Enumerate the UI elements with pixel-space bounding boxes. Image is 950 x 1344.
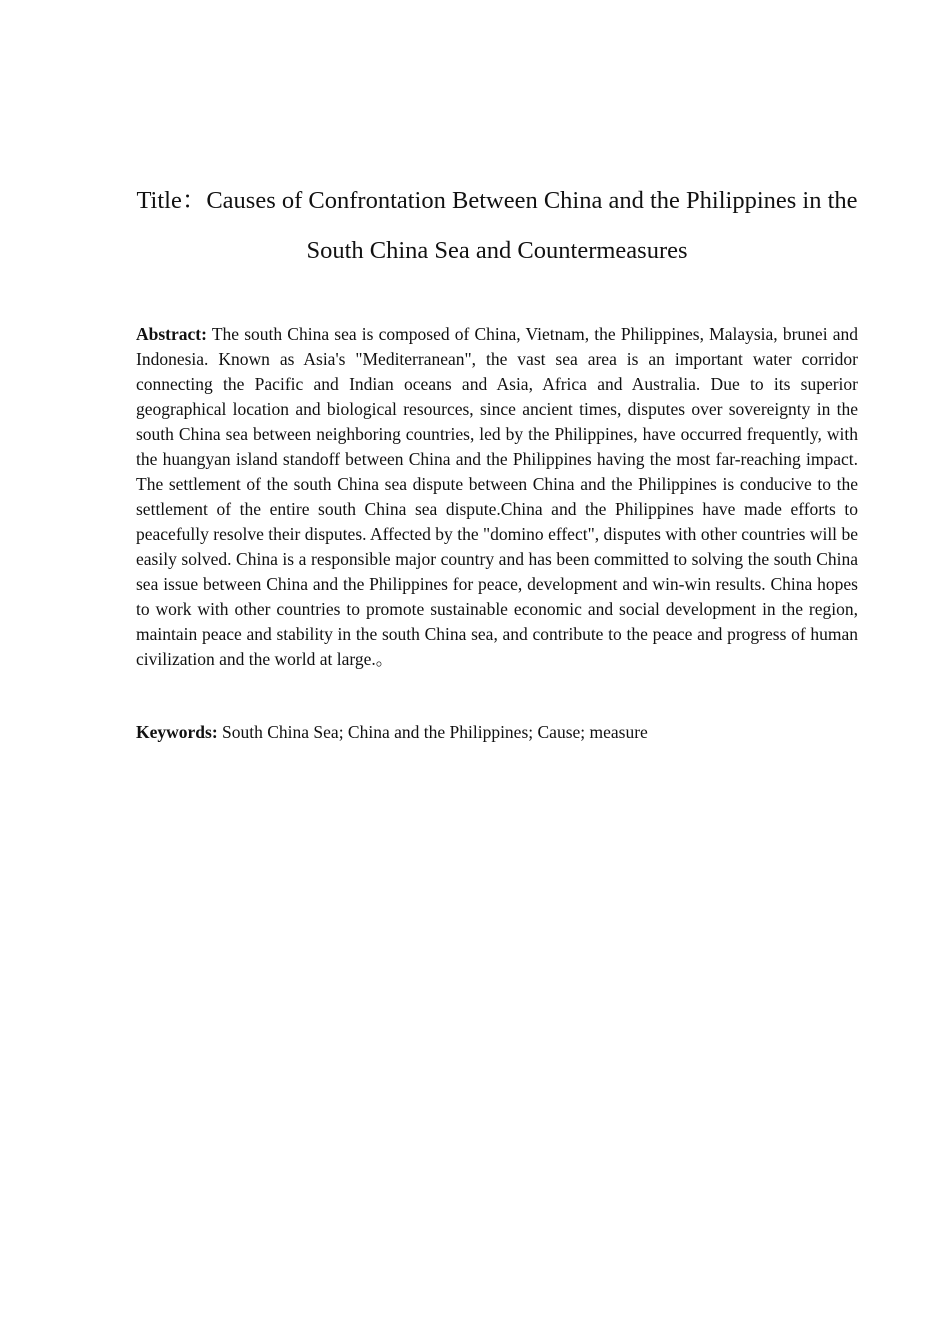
- title-text: Causes of Confrontation Between China and the Philippines in the South China Sea and Countermeasures: [206, 187, 858, 264]
- keywords-text: South China Sea; China and the Philippines; Cause; measure: [222, 722, 648, 742]
- title-prefix: Title：: [136, 187, 207, 214]
- abstract-text: The south China sea is composed of China, Vietnam, the Philippines, Malaysia, brunei and Indonesia. Known as Asia's "Mediterranean", the vast sea area is an important water corridor connecting the Pacific and Indian oceans and Asia, Africa and Australia. Due to its superior geographical location and biological resources, since ancient times, disputes over sovereignty in the south China sea between neighboring countries, led by the Philippines, have occurred frequently, with the huangyan island standoff between China and the Philippines having the most far-reaching impact. The settlement of the south China sea dispute between China and the Philippines is conducive to the settlement of the entire south China sea dispute.China and the Philippines have made efforts to peacefully resolve their disputes. Affected by the "domino effect", disputes with other countries will be easily solved. China is a responsible major country and has been committed to solving the south China sea issue between China and the Philippines for peace, development and win-win results. China hopes to work with other countries to promote sustainable economic and social development in the region, maintain peace and stability in the south China sea, and contribute to the peace and progress of human civilization and the world at large.。: [136, 324, 858, 669]
- abstract-paragraph: [136, 322, 858, 672]
- keywords-label: Keywords:: [136, 722, 218, 742]
- abstract-label: Abstract:: [136, 324, 207, 344]
- keywords-paragraph: [136, 720, 858, 745]
- document-title: [136, 176, 858, 276]
